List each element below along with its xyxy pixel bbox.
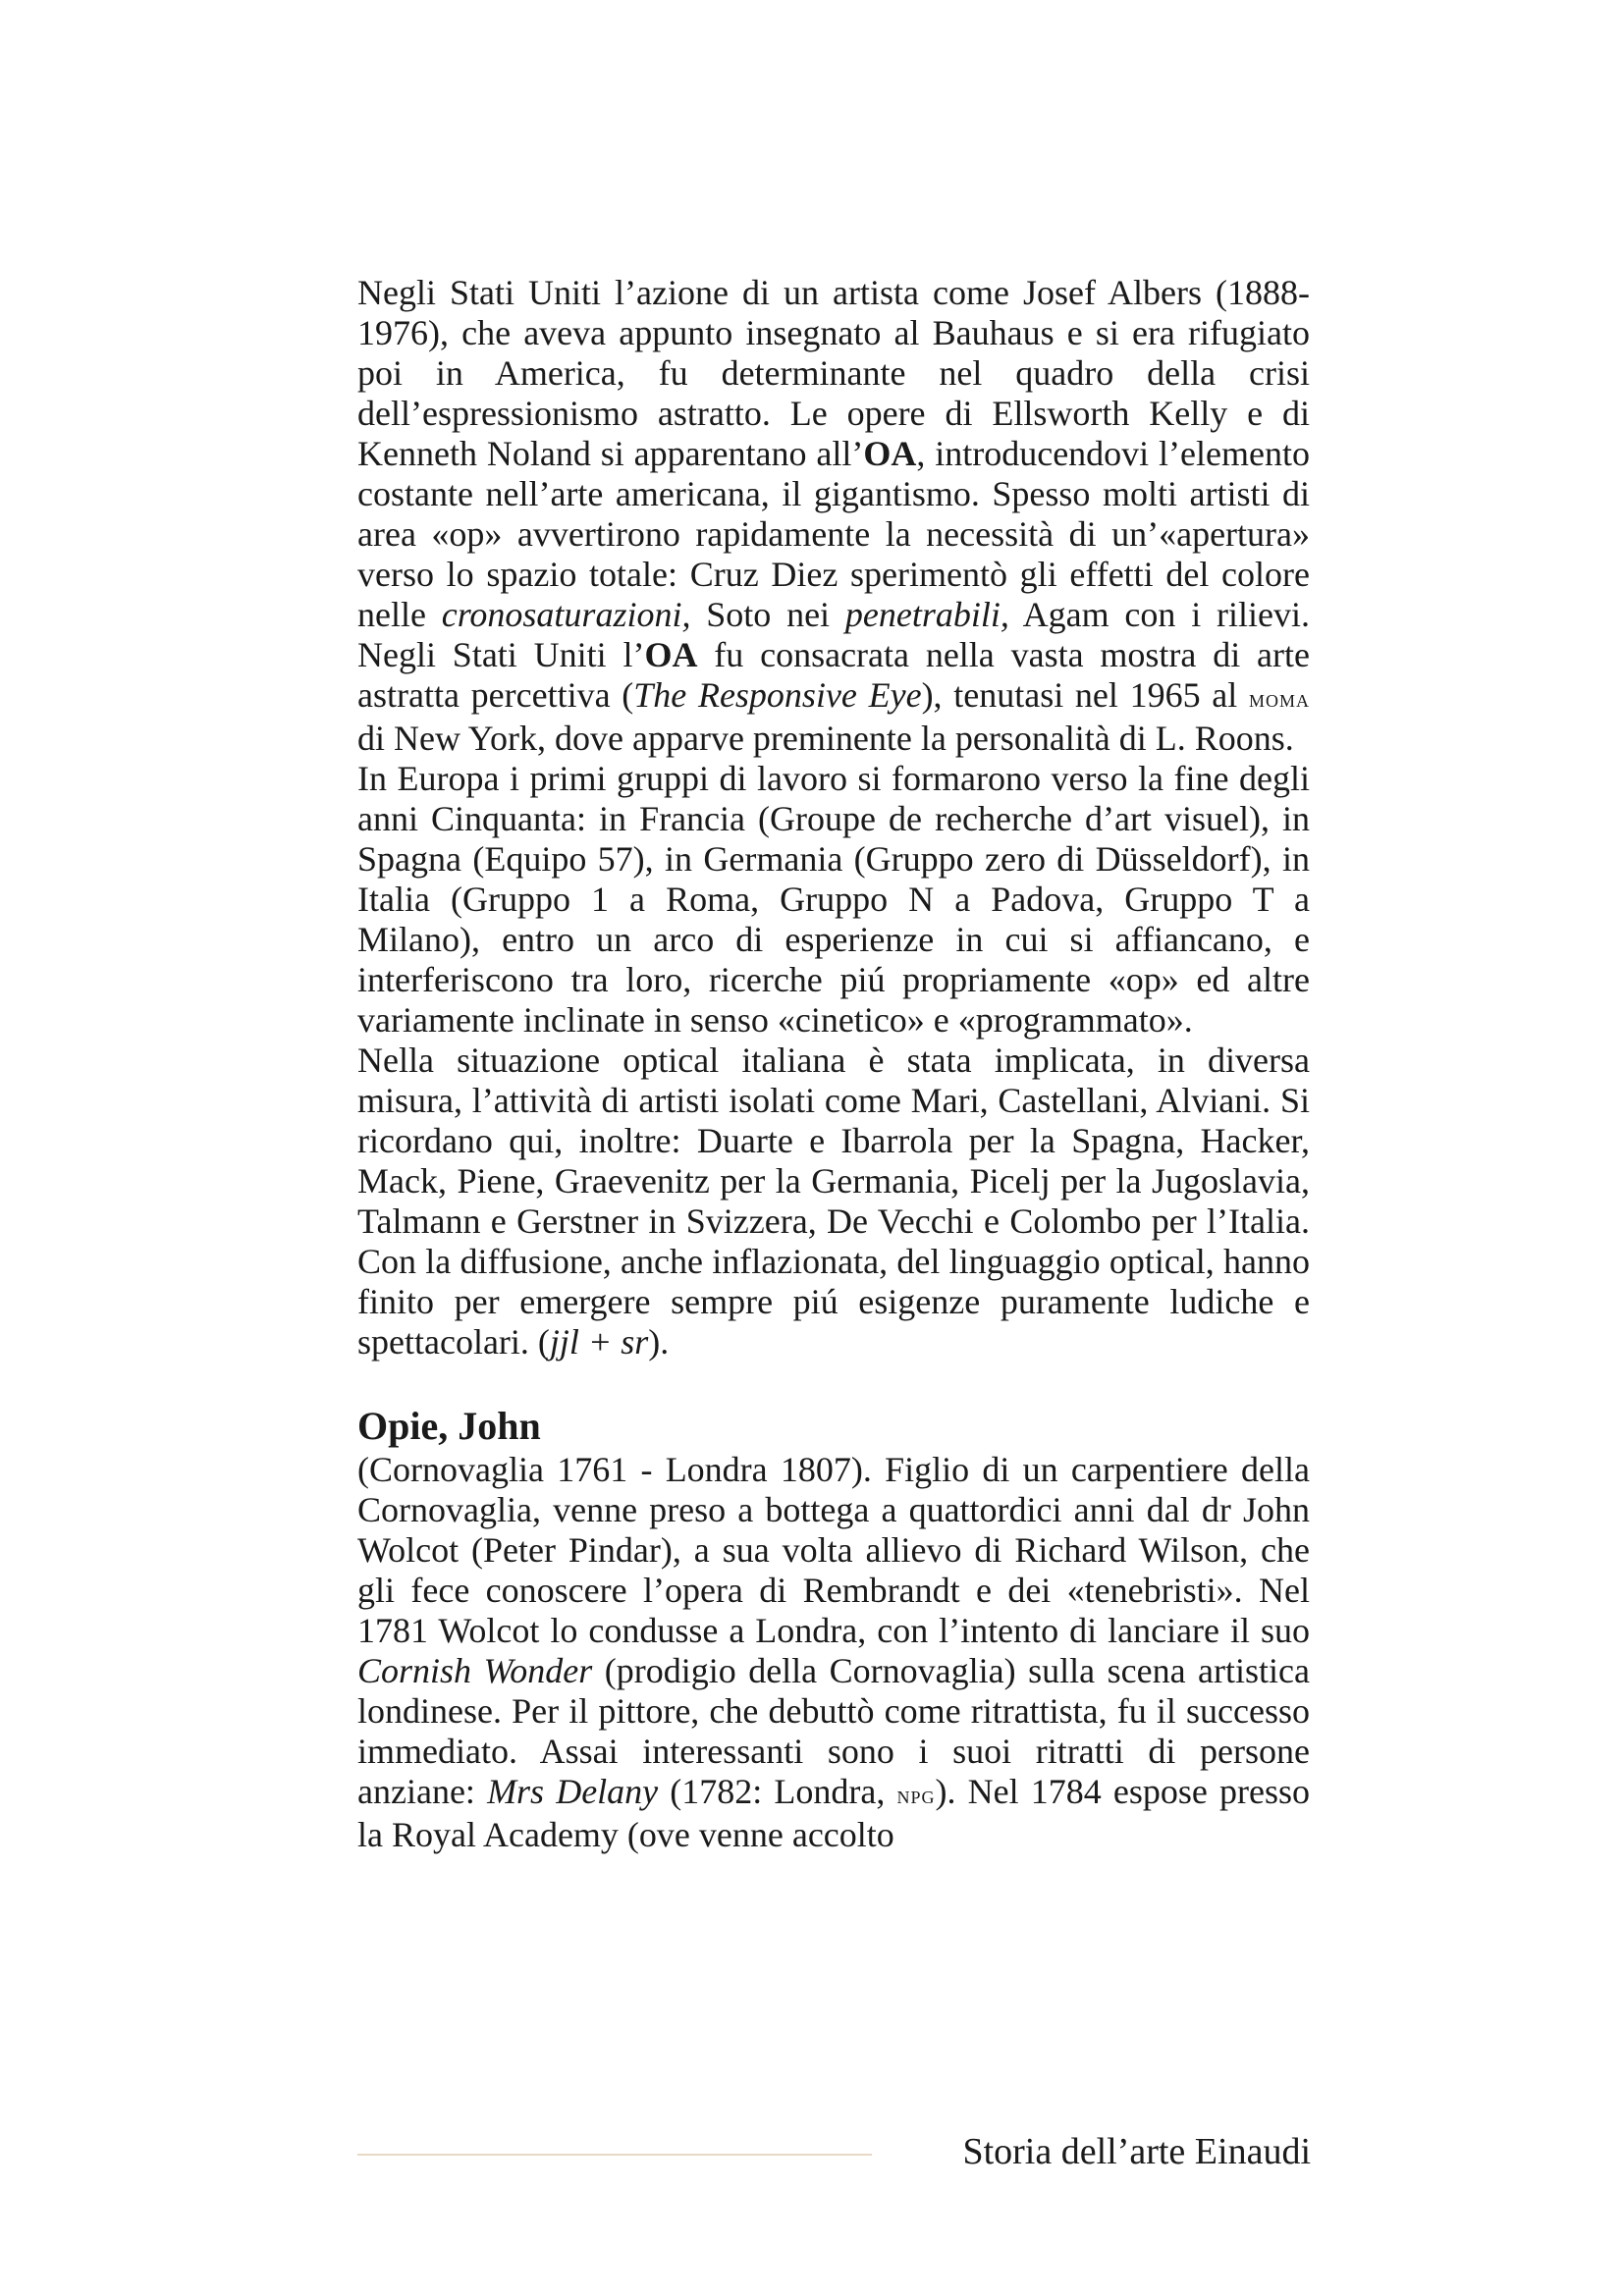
paragraph-op-art-italy (357, 1041, 1310, 1362)
text-span: Negli Stati Uniti l’azione di un artista come Josef Albers (1888-1976), che aveva appunto insegnato al Bauhaus e si era rifugiato poi in America, fu determinante nel quadro della crisi dell’espressionismo astratto. Le opere di Ellsworth Kelly e di Kenneth Noland si apparentano all’ (357, 273, 1310, 473)
text-span: , introducendovi l’elemento costante nell’arte americana, il gigantismo. Spesso molti artisti di area «op» avvertirono rapidamente la necessità di un’«apertura» verso lo spazio totale: Cruz Diez sperimentò gli effetti del colore nelle (357, 434, 1310, 634)
paragraph-op-art-usa (357, 273, 1310, 759)
text-span: Soto nei (690, 595, 845, 634)
text-span: ), tenutasi nel 1965 al (921, 675, 1249, 715)
author-initials: jjl + sr (549, 1322, 649, 1362)
abbr-oa: OA (863, 434, 917, 473)
italic-term: Cornish Wonder (357, 1651, 593, 1690)
text-span: (1782: Londra, (658, 1772, 897, 1811)
paragraph-opie-bio (357, 1450, 1310, 1855)
text-span: fu consacrata nella vasta mostra di arte astratta percettiva ( (357, 635, 1310, 715)
italic-term: penetrabili, (844, 595, 1009, 634)
text-span: di New York, dove apparve preminente la personalità di L. Roons. (357, 719, 1294, 758)
italic-term: cronosaturazioni, (441, 595, 691, 634)
abbr-moma: moma (1249, 684, 1311, 713)
body-text (357, 273, 1310, 1855)
footer-divider (357, 2154, 872, 2156)
text-span: (Cornovaglia 1761 - Londra 1807). Figlio di un carpentiere della Cornovaglia, venne preso a bottega a quattordici anni dal dr John Wolcot (Peter Pindar), a sua volta allievo di Richard Wilson, che gli fece conoscere l’opera di Rembrandt e dei «tenebristi». Nel 1781 Wolcot lo condusse a Londra, con l’intento di lanciare il suo (357, 1450, 1310, 1650)
text-span: (prodigio della Cornovaglia) sulla scena artistica londinese. Per il pittore, che debuttò come ritrattista, fu il successo immediato. Assai interessanti sono i suoi ritratti di persone anziane: (357, 1651, 1310, 1811)
paragraph-op-art-europe: In Europa i primi gruppi di lavoro si formarono verso la fine degli anni Cinquanta: in Francia (Groupe de recherche d’art visuel), in Spagna (Equipo 57), in Germania (Gruppo zero di Düsseldorf), in Italia (Gruppo 1 a Roma, Gruppo N a Padova, Gruppo T a Milano), entro un arco di esperienze in cui si affiancano, e interferiscono tra loro, ricerche piú propriamente «op» ed altre variamente inclinate in senso «cinetico» e «programmato». (357, 759, 1310, 1040)
abbr-npg: npg (896, 1781, 936, 1809)
abbr-oa: OA (644, 635, 698, 674)
entry-heading-opie: Opie, John (357, 1404, 541, 1448)
footer-publication-title: Storia dell’arte Einaudi (962, 2131, 1311, 2172)
text-span: ). Nel 1784 espose presso la Royal Academy (ove venne accolto (357, 1772, 1311, 1854)
text-span: Agam con i rilievi. Negli Stati Uniti l’ (357, 595, 1310, 674)
artwork-title: Mrs Delany (487, 1772, 659, 1811)
exhibition-title: The Responsive Eye (633, 675, 922, 715)
text-span: Nella situazione optical italiana è stata implicata, in diversa misura, l’attività di artisti isolati come Mari, Castellani, Alviani. Si ricordano qui, inoltre: Duarte e Ibarrola per la Spagna, Hacker, Mack, Piene, Graevenitz per la Germania, Picelj per la Jugoslavia, Talmann e Gerstner in Svizzera, De Vecchi e Colombo per l’Italia. Con la diffusione, anche inflazionata, del linguaggio optical, hanno finito per emergere sempre piú esigenze puramente ludiche e spettacolari. ( (357, 1041, 1310, 1362)
text-span: ). (648, 1322, 670, 1362)
